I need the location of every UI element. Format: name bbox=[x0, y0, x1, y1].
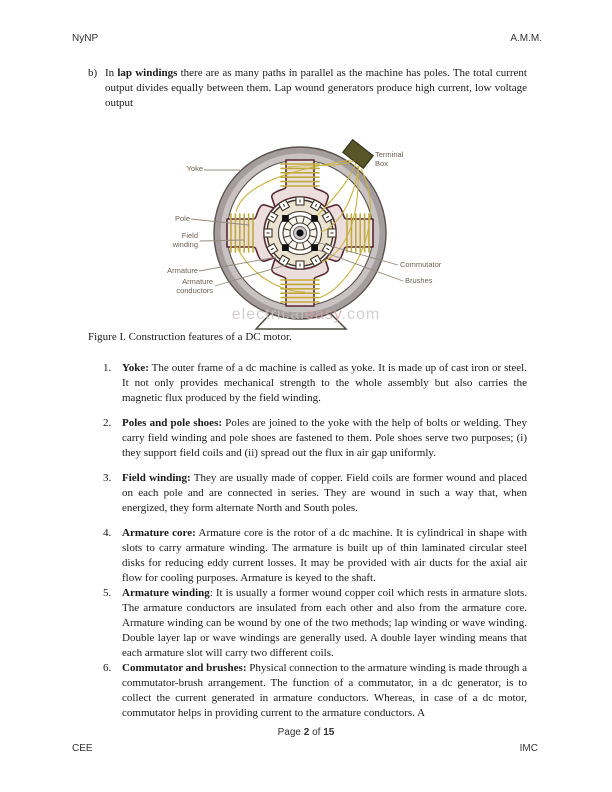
footer-left: CEE bbox=[72, 743, 93, 754]
item-lead: Poles and pole shoes: bbox=[122, 417, 223, 429]
item-text: Poles are joined to the yoke with the help of bolts or welding. They carry field winding and pole shoes are fastened to them. Pole shoes serve two purposes; (i) they support field coils and (ii) spread out the flux in air gap uniformly. bbox=[122, 417, 527, 459]
diagram-label-yoke: Yoke bbox=[186, 164, 203, 173]
figure-caption: Figure I. Construction features of a DC motor. bbox=[88, 331, 292, 343]
list-item-field-winding bbox=[103, 471, 527, 516]
header-left: NyNP bbox=[72, 33, 99, 44]
item-number: 1. bbox=[103, 362, 112, 374]
intro-text-post: there are as many paths in parallel as the machine has poles. The total current output divides equally between them. Lap wound generators produce high current, low voltage output bbox=[105, 67, 527, 109]
item-text: They are usually made of copper. Field coils are former wound and placed on each pole and are connected in series. They are wound in such a way that, when energized, they form alternate North and South poles. bbox=[122, 472, 528, 514]
list-item-yoke bbox=[103, 361, 527, 406]
item-number: 5. bbox=[103, 587, 112, 599]
intro-text-bold: lap windings bbox=[117, 67, 178, 79]
intro-text-pre: In bbox=[105, 67, 118, 79]
diagram-label-brushes: Brushes bbox=[405, 276, 433, 285]
construction-feature-list bbox=[103, 361, 527, 721]
item-text: Armature core is the rotor of a dc machine. It is cylindrical in shape with slots to carry armature winding. The armature is built up of thin laminated circular steel disks for reducing eddy current losses. It may be provided with air ducts for the axial air flow for cooling purposes. Armature is keyed to the shaft. bbox=[122, 527, 527, 584]
list-item-armature-winding bbox=[103, 586, 527, 661]
list-item-armature-core bbox=[103, 526, 527, 586]
item-lead: Commutator and brushes: bbox=[122, 662, 247, 674]
diagram-label-armature-conductors: Armature conductors bbox=[176, 277, 213, 295]
diagram-label-pole: Pole bbox=[174, 213, 190, 223]
item-lead: Armature winding bbox=[122, 587, 210, 599]
item-number: 2. bbox=[103, 417, 112, 429]
intro-paragraph bbox=[88, 66, 527, 111]
list-item-poles bbox=[103, 416, 527, 461]
footer-right: IMC bbox=[519, 743, 538, 754]
list-marker-b: b) bbox=[88, 67, 98, 79]
diagram-label-field-winding: Field winding bbox=[172, 231, 198, 249]
item-lead: Yoke: bbox=[122, 362, 149, 374]
item-lead: Field winding: bbox=[122, 472, 191, 484]
watermark: electricaleasy.com bbox=[231, 306, 381, 323]
header-right: A.M.M. bbox=[510, 33, 542, 44]
item-lead: Armature core: bbox=[122, 527, 196, 539]
item-text: Physical connection to the armature winding is made through a commutator-brush arrangement. The function of a commutator, in a dc generator, is to collect the current generated in armature conductors. Whereas, in case of a dc motor, commutator helps in providing current to the armature conductors. A bbox=[122, 662, 527, 719]
page-number: Page 2 of 15 bbox=[277, 727, 335, 738]
item-number: 4. bbox=[103, 527, 112, 539]
list-item-commutator-brushes bbox=[103, 661, 527, 721]
diagram-label-commutator: Commutator bbox=[400, 260, 442, 269]
diagram-label-armature: Armature bbox=[167, 265, 198, 275]
item-number: 6. bbox=[103, 662, 112, 674]
item-text: : It is usually a former wound copper coil which rests in armature slots. The armature conductors are insulated from each other and also from the armature core. Armature winding can be wound by one of the two methods; lap winding or wave winding. Double layer lap or wave windings are generally used. A double layer winding means that each armature slot will carry two different coils. bbox=[122, 587, 527, 659]
item-text: The outer frame of a dc machine is called as yoke. It is made up of cast iron or steel. It not only provides mechanical strength to the whole assembly but also carries the magnetic flux produced by the field winding. bbox=[122, 362, 527, 404]
item-number: 3. bbox=[103, 472, 112, 484]
diagram-label-terminal-box: Terminal Box bbox=[375, 150, 404, 168]
